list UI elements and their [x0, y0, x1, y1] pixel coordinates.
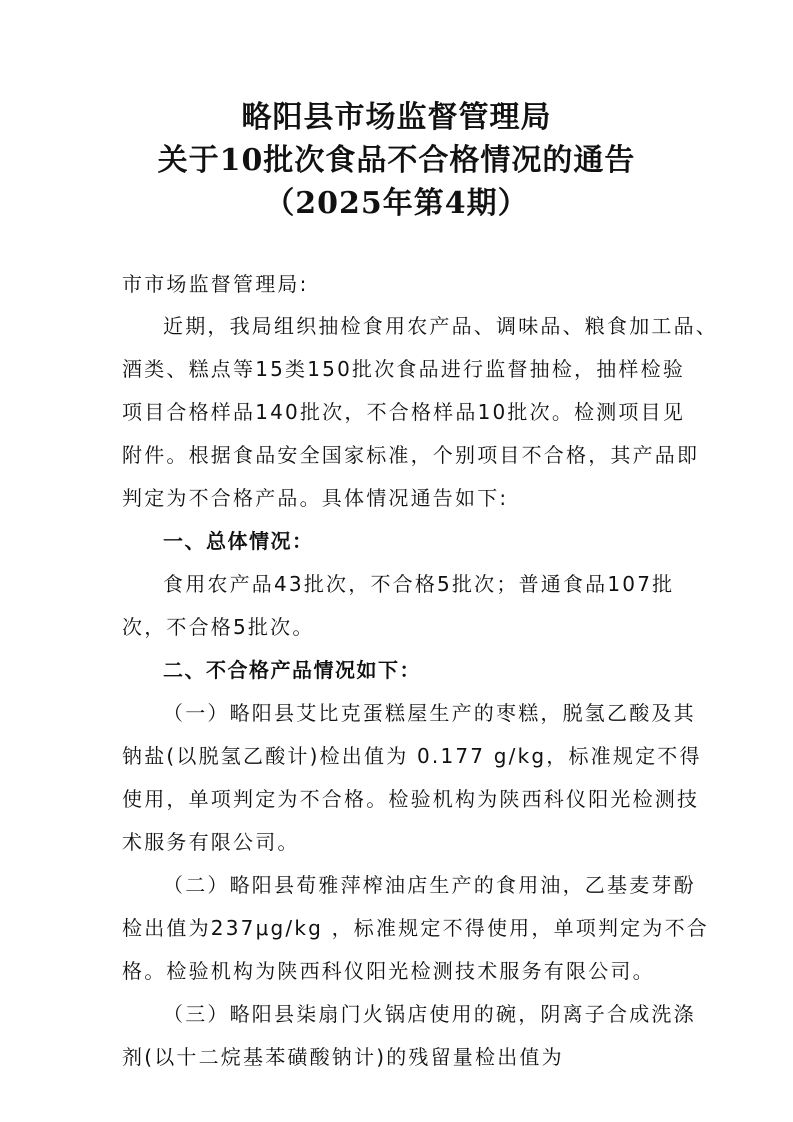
intro-line: 项目合格样品140批次，不合格样品10批次。检测项目见: [122, 400, 686, 424]
addressee: 市市场监督管理局:: [122, 272, 309, 296]
section-heading-nonconforming: 二、不合格产品情况如下：: [163, 658, 421, 682]
intro-line: 附件。根据食品安全国家标准，个别项目不合格，其产品即: [122, 443, 700, 467]
item-one-line: 钠盐(以脱氢乙酸计)检出值为 0.177 g/kg，标准规定不得: [122, 744, 702, 768]
intro-line: 判定为不合格产品。具体情况通告如下:: [122, 486, 509, 510]
item-one-line: 使用，单项判定为不合格。检验机构为陕西科仪阳光检测技: [122, 787, 700, 811]
overview-line: 食用农产品43批次，不合格5批次；普通食品107批: [163, 572, 675, 596]
title-issue-number: （2025年第4期）: [264, 186, 529, 221]
overview-line: 次，不合格5批次。: [122, 615, 315, 639]
item-three-line: （三）略阳县柒扇门火锅店使用的碗，阴离子合成洗涤: [163, 1002, 696, 1026]
intro-line: 酒类、糕点等15类150批次食品进行监督抽检，抽样检验: [122, 357, 686, 381]
title-subject: 关于10批次食品不合格情况的通告: [157, 143, 636, 178]
item-three-line: 剂(以十二烷基苯磺酸钠计)的残留量检出值为: [122, 1045, 564, 1069]
intro-line: 近期，我局组织抽检食用农产品、调味品、粮食加工品、: [163, 314, 718, 338]
item-one-line: （一）略阳县艾比克蛋糕屋生产的枣糕，脱氢乙酸及其: [163, 701, 696, 725]
item-two-line: 格。检验机构为陕西科仪阳光检测技术服务有限公司。: [122, 959, 655, 983]
item-two-line: 检出值为237μg/kg ，标准规定不得使用，单项判定为不合: [122, 916, 709, 940]
section-heading-overview: 一、总体情况：: [163, 529, 314, 553]
item-two-line: （二）略阳县荀雅萍榨油店生产的食用油，乙基麦芽酚: [163, 873, 696, 897]
item-one-line: 术服务有限公司。: [122, 830, 300, 854]
title-issuer: 略阳县市场监督管理局: [241, 100, 552, 135]
